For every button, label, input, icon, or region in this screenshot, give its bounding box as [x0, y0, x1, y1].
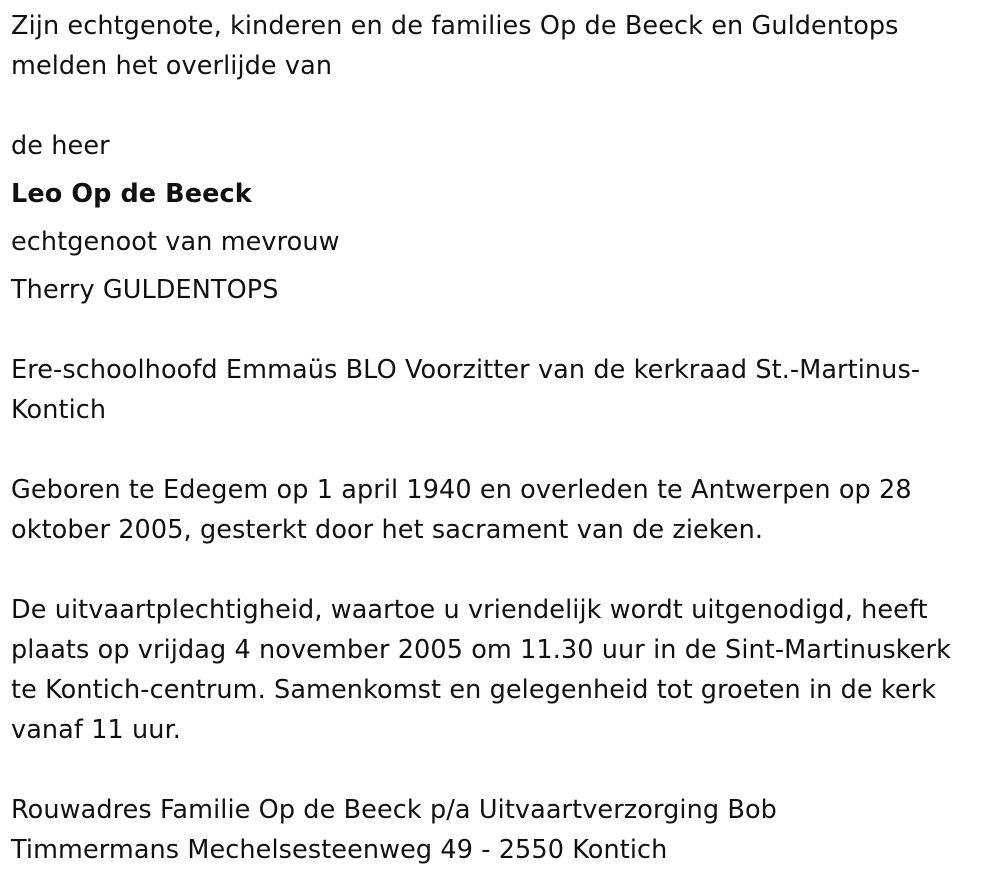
ceremony-line-3: te Kontich-centrum. Samenkomst en gelegenheid tot groeten in de kerk	[11, 675, 937, 705]
roles-line-2: Kontich	[11, 395, 107, 425]
birth-death-line-1: Geboren te Edegem op 1 april 1940 en overleden te Antwerpen op 28	[11, 475, 912, 505]
address-line-1: Rouwadres Familie Op de Beeck p/a Uitvaartverzorging Bob	[11, 795, 777, 825]
deceased-name: Leo Op de Beeck	[11, 179, 252, 209]
ceremony-line-4: vanaf 11 uur.	[11, 715, 182, 745]
spouse-prefix: echtgenoot van mevrouw	[11, 227, 340, 257]
intro-line-2: melden het overlijde van	[11, 51, 333, 81]
intro-line-1: Zijn echtgenote, kinderen en de families Op de Beeck en Guldentops	[11, 11, 899, 41]
roles-line-1: Ere-schoolhoofd Emmaüs BLO Voorzitter van de kerkraad St.-Martinus-	[11, 355, 921, 385]
ceremony-line-2: plaats op vrijdag 4 november 2005 om 11.30 uur in de Sint-Martinuskerk	[11, 635, 951, 665]
address-line-2: Timmermans Mechelsesteenweg 49 - 2550 Kontich	[11, 835, 668, 865]
salutation: de heer	[11, 131, 110, 161]
ceremony-line-1: De uitvaartplechtigheid, waartoe u vriendelijk wordt uitgenodigd, heeft	[11, 595, 928, 625]
birth-death-line-2: oktober 2005, gesterkt door het sacrament van de zieken.	[11, 515, 764, 545]
spouse-name: Therry GULDENTOPS	[11, 275, 279, 305]
